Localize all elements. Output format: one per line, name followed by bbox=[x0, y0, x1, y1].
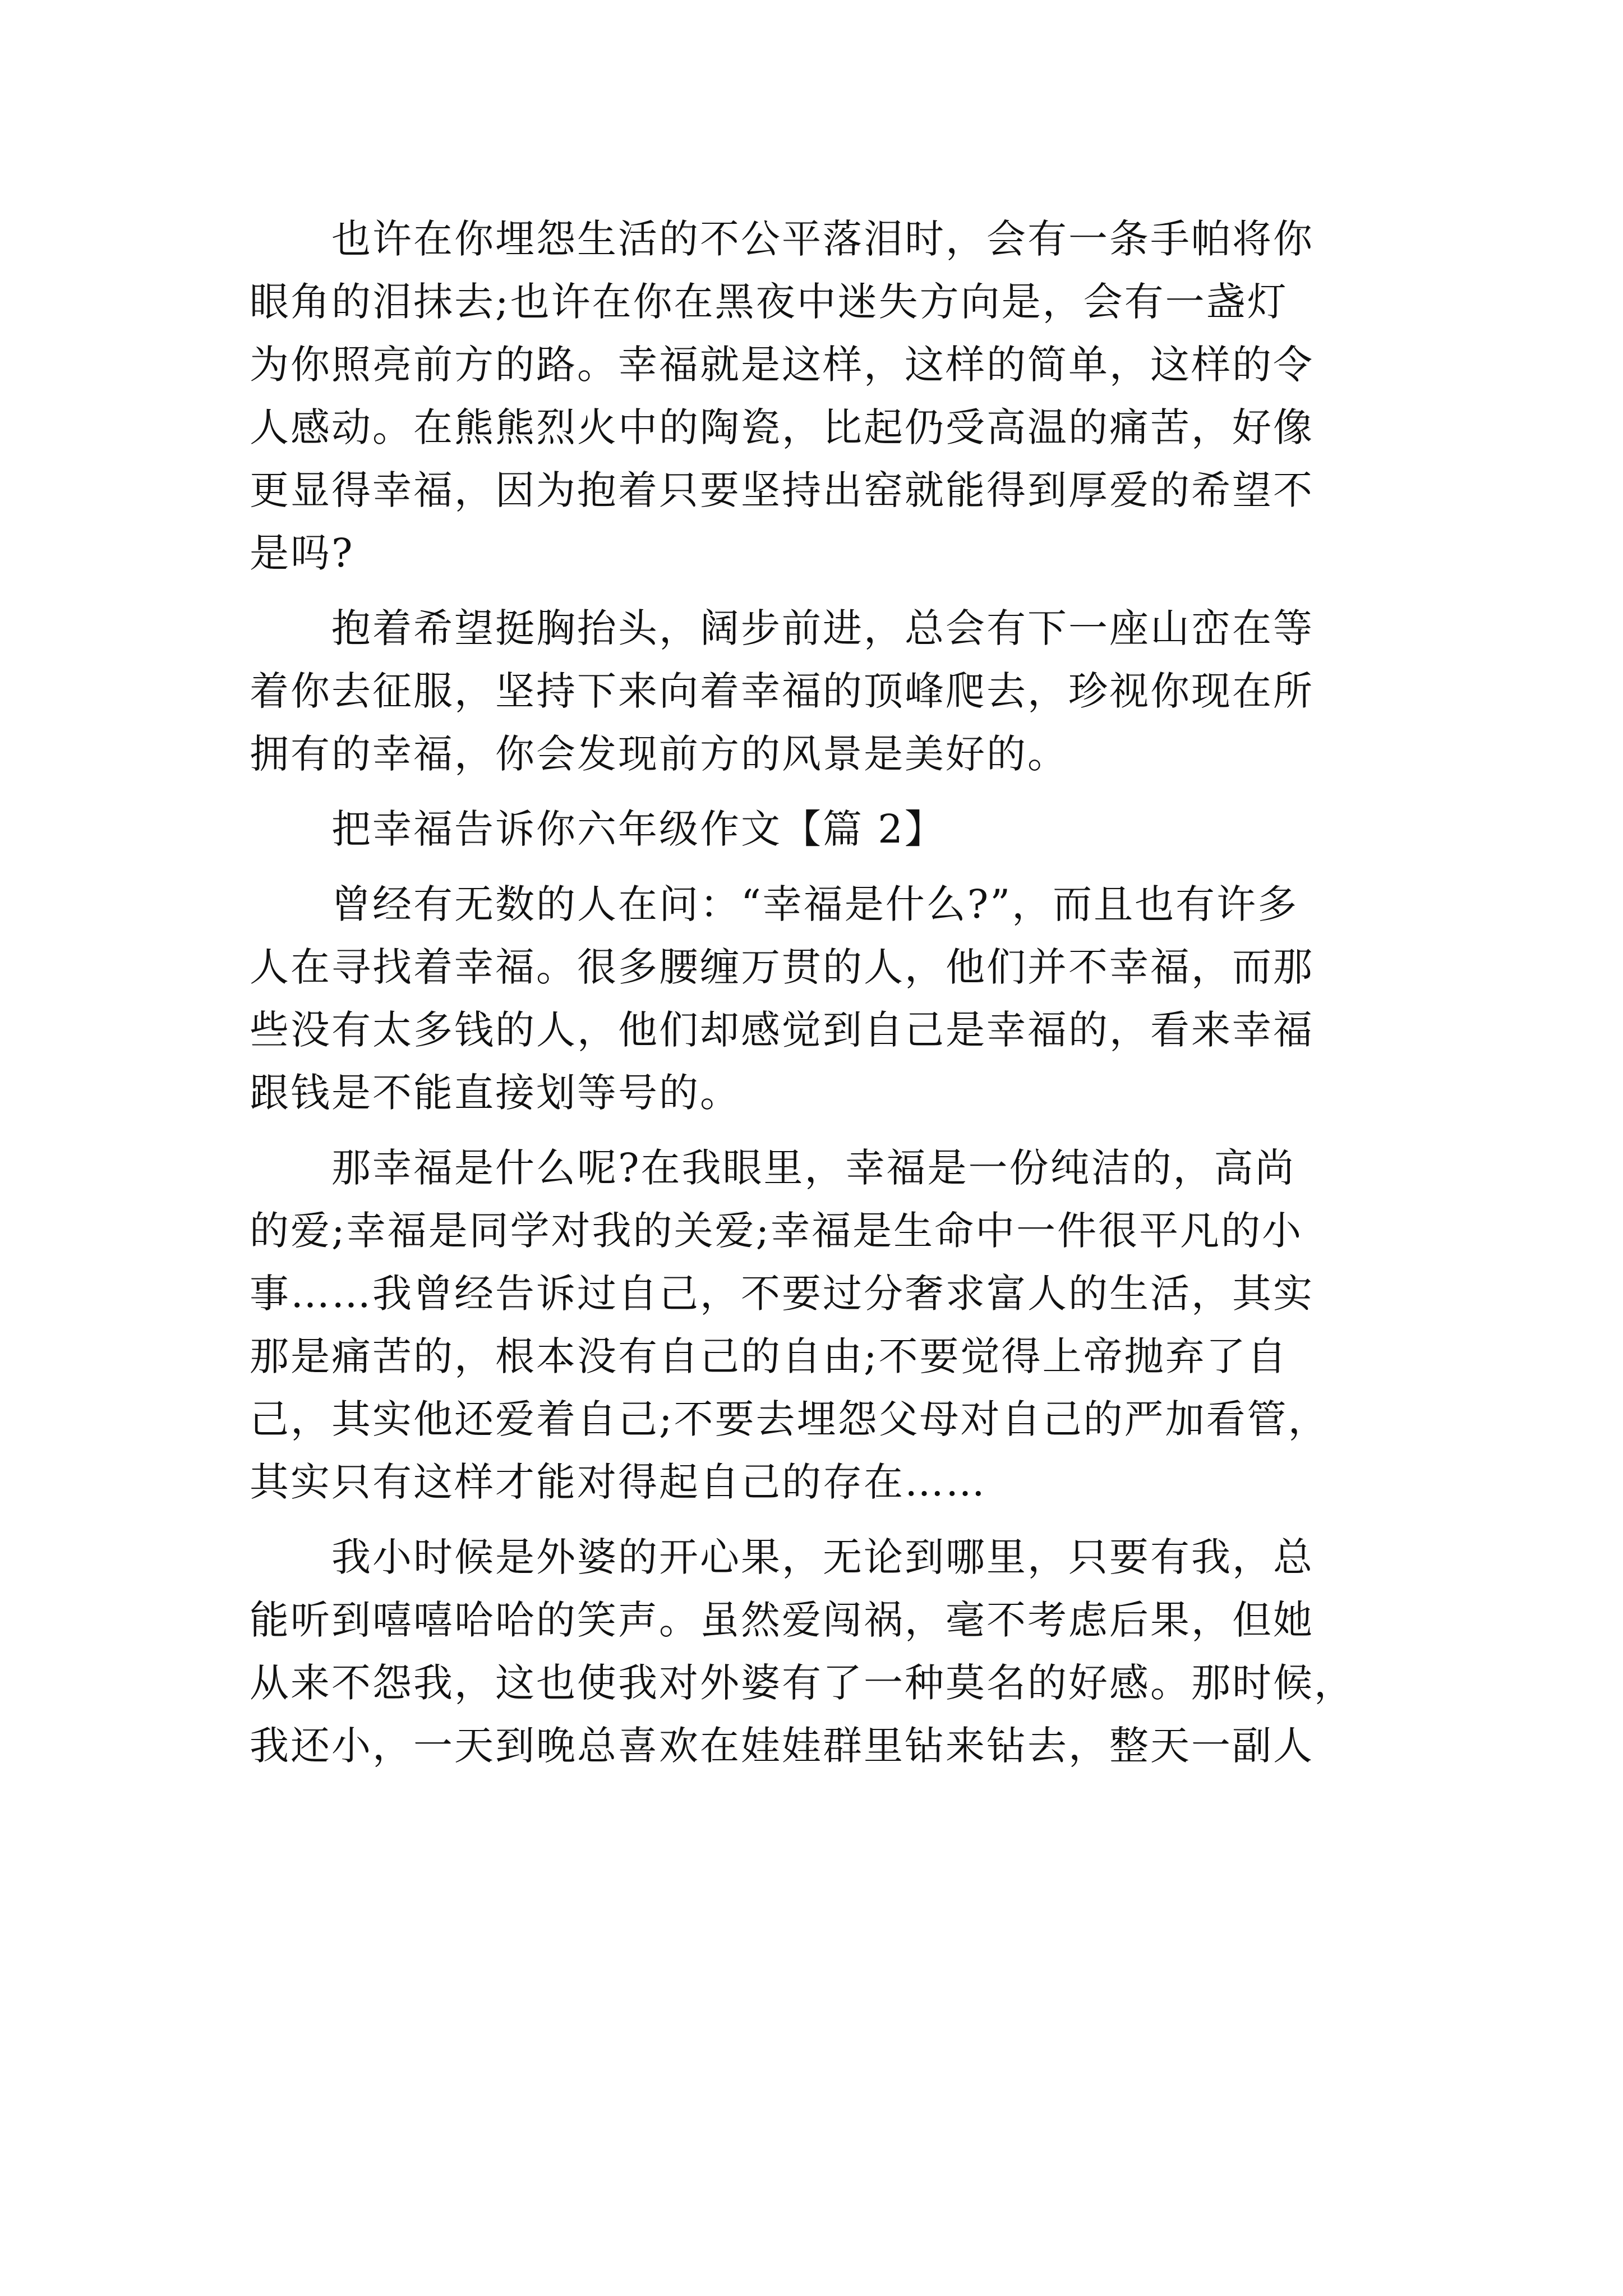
text-line: 己，其实他还爱着自己;不要去埋怨父母对自己的严加看管， bbox=[250, 1396, 1329, 1442]
text-line: 从来不怨我，这也使我对外婆有了一种莫名的好感。那时候， bbox=[250, 1660, 1355, 1706]
text-line: 眼角的泪抹去;也许在你在黑夜中迷失方向是，会有一盏灯 bbox=[250, 279, 1288, 325]
text-line: 的爱;幸福是同学对我的关爱;幸福是生命中一件很平凡的小 bbox=[250, 1208, 1303, 1254]
text-line: 跟钱是不能直接划等号的。 bbox=[250, 1070, 741, 1116]
text-line: 拥有的幸福，你会发现前方的风景是美好的。 bbox=[250, 731, 1068, 777]
text-line: 是吗? bbox=[250, 530, 354, 576]
paragraph bbox=[250, 1526, 1377, 1777]
text-line: 更显得幸福，因为抱着只要坚持出窑就能得到厚爱的希望不 bbox=[250, 467, 1314, 513]
text-line: 人感动。在熊熊烈火中的陶瓷，比起仍受高温的痛苦，好像 bbox=[250, 404, 1314, 450]
paragraph bbox=[250, 597, 1377, 785]
text-line: 着你去征服，坚持下来向着幸福的顶峰爬去，珍视你现在所 bbox=[250, 668, 1314, 714]
text-line: 抱着希望挺胸抬头，阔步前进，总会有下一座山峦在等 bbox=[250, 605, 1314, 651]
text-line: 我还小，一天到晚总喜欢在娃娃群里钻来钻去，整天一副人 bbox=[250, 1723, 1314, 1769]
text-line: 人在寻找着幸福。很多腰缠万贯的人，他们并不幸福，而那 bbox=[250, 944, 1314, 990]
text-line: 那是痛苦的，根本没有自己的自由;不要觉得上帝抛弃了自 bbox=[250, 1333, 1288, 1379]
text-line: 为你照亮前方的路。幸福就是这样，这样的简单，这样的令 bbox=[250, 342, 1314, 388]
text-line: 也许在你埋怨生活的不公平落泪时，会有一条手帕将你 bbox=[250, 216, 1314, 262]
paragraph bbox=[250, 1137, 1377, 1513]
text-line: 曾经有无数的人在问：“幸福是什么?”，而且也有许多 bbox=[250, 881, 1299, 927]
text-line: 些没有太多钱的人，他们却感觉到自己是幸福的，看来幸福 bbox=[250, 1007, 1314, 1053]
text-line: 能听到嘻嘻哈哈的笑声。虽然爱闯祸，毫不考虑后果，但她 bbox=[250, 1597, 1314, 1643]
document-body bbox=[250, 208, 1377, 1777]
text-line: 那幸福是什么呢?在我眼里，幸福是一份纯洁的，高尚 bbox=[250, 1145, 1296, 1191]
paragraph bbox=[250, 208, 1377, 585]
text-line: 我小时候是外婆的开心果，无论到哪里，只要有我，总 bbox=[250, 1534, 1314, 1580]
text-line: 其实只有这样才能对得起自己的存在…… bbox=[250, 1459, 986, 1505]
text-line: 事……我曾经告诉过自己，不要过分奢求富人的生活，其实 bbox=[250, 1271, 1314, 1317]
paragraph bbox=[250, 873, 1377, 1124]
section-heading bbox=[250, 798, 1377, 861]
heading-line: 把幸福告诉你六年级作文【篇 2】 bbox=[250, 806, 946, 852]
